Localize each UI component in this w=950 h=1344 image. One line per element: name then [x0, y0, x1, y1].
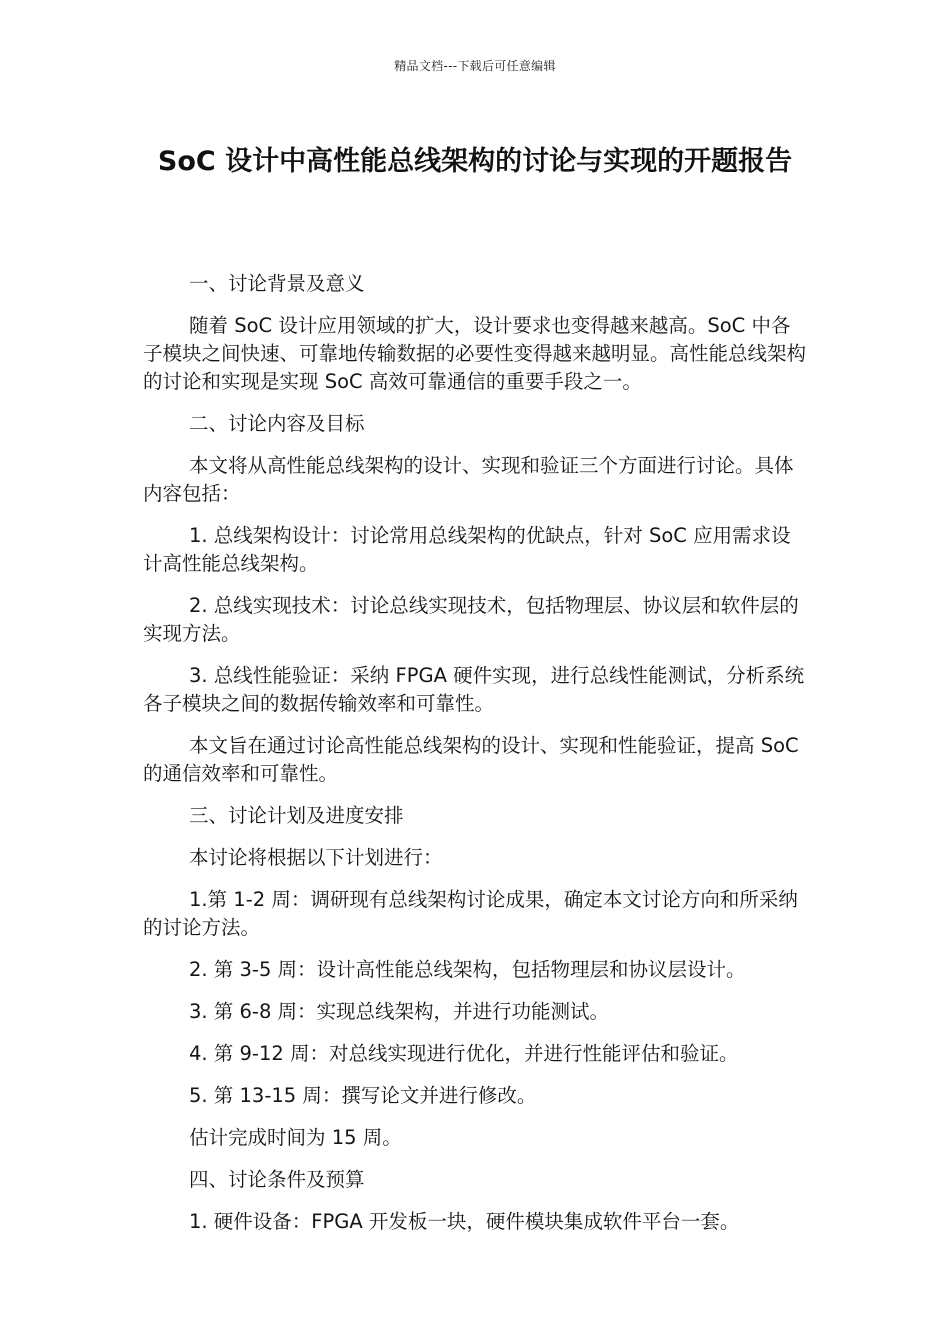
list-item-architecture-design: 1. 总线架构设计：讨论常用总线架构的优缺点，针对 SoC 应用需求设计高性能总线架构。 [143, 524, 791, 575]
list-item-performance-verification: 3. 总线性能验证：采纳 FPGA 硬件实现，进行总线性能测试，分析系统各子模块之间的数据传输效率和可靠性。 [143, 664, 805, 715]
section-heading-background: 一、讨论背景及意义 [189, 272, 365, 295]
schedule-item-week-3-5: 2. 第 3-5 周：设计高性能总线架构，包括物理层和协议层设计。 [189, 958, 746, 981]
paragraph-content-intro: 本文将从高性能总线架构的设计、实现和验证三个方面进行讨论。具体内容包括： [143, 454, 794, 505]
document-body [143, 270, 806, 1250]
list-item-hardware: 1. 硬件设备：FPGA 开发板一块，硬件模块集成软件平台一套。 [189, 1210, 740, 1233]
paragraph-background: 随着 SoC 设计应用领域的扩大，设计要求也变得越来越高。SoC 中各子模块之间快速、可靠地传输数据的必要性变得越来越明显。高性能总线架构的讨论和实现是实现 SoC 高效可靠通信的重要手段之一。 [143, 314, 807, 393]
section-heading-content: 二、讨论内容及目标 [189, 412, 365, 435]
schedule-item-week-9-12: 4. 第 9-12 周：对总线实现进行优化，并进行性能评估和验证。 [189, 1042, 739, 1065]
schedule-item-week-6-8: 3. 第 6-8 周：实现总线架构，并进行功能测试。 [189, 1000, 610, 1023]
schedule-item-week-1-2: 1.第 1-2 周：调研现有总线架构讨论成果，确定本文讨论方向和所采纳的讨论方法。 [143, 888, 798, 939]
document-title: SoC 设计中高性能总线架构的讨论与实现的开题报告 [157, 146, 793, 177]
section-heading-schedule: 三、讨论计划及进度安排 [189, 804, 404, 827]
paragraph-schedule-intro: 本讨论将根据以下计划进行： [189, 846, 443, 869]
paragraph-goal: 本文旨在通过讨论高性能总线架构的设计、实现和性能验证，提高 SoC 的通信效率和可靠性。 [143, 734, 799, 785]
paragraph-estimated-time: 估计完成时间为 15 周。 [189, 1126, 402, 1149]
header-note: 精品文档---下载后可任意编辑 [394, 59, 556, 73]
list-item-implementation-tech: 2. 总线实现技术：讨论总线实现技术，包括物理层、协议层和软件层的实现方法。 [143, 594, 799, 645]
schedule-item-week-13-15: 5. 第 13-15 周：撰写论文并进行修改。 [189, 1084, 537, 1107]
section-heading-conditions: 四、讨论条件及预算 [189, 1168, 365, 1191]
